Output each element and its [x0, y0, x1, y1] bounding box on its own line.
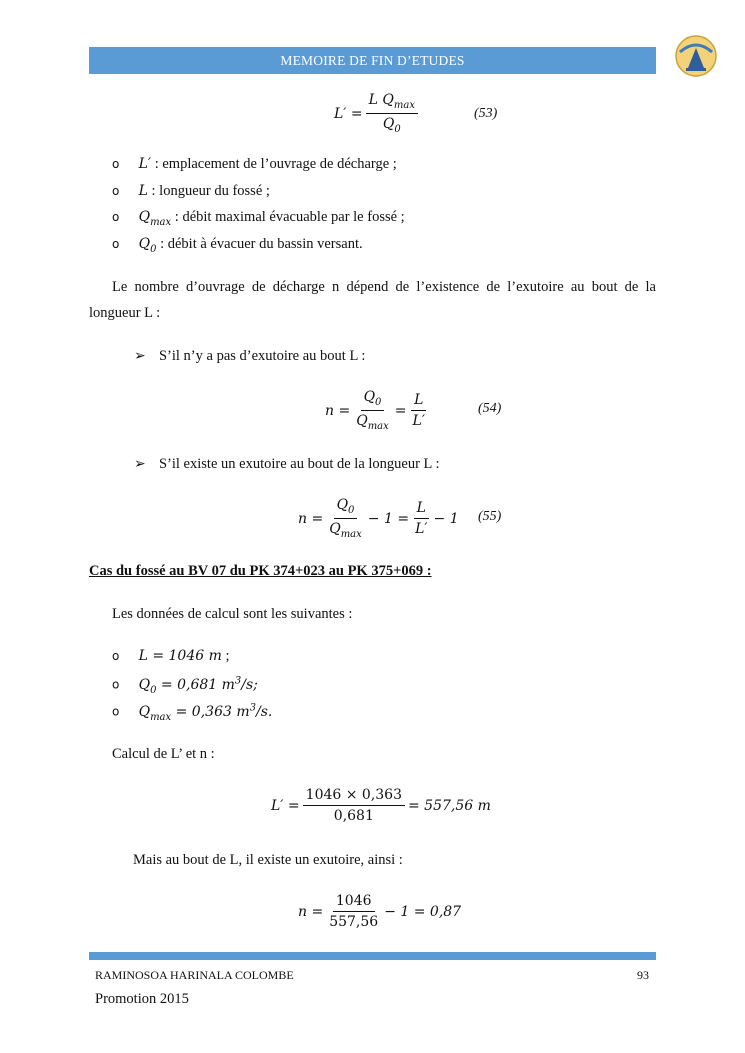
definition-symbol: Q	[138, 236, 151, 252]
equation-53	[334, 92, 421, 136]
data-item-end: ;	[221, 648, 230, 664]
calc-L-num: 1046 × 0,363	[303, 787, 405, 806]
case-text: S’il n’y a pas d’exutoire au bout L :	[158, 348, 366, 364]
calc-L-fraction	[303, 787, 405, 824]
eq53-num: L Q	[368, 92, 394, 108]
equation-55: n = $\frac{Q_0}{Q_{max}}$ − 1 = $\frac{L}{L'}$ − 1	[298, 497, 459, 541]
circle-bullet-icon: o	[112, 157, 120, 171]
definition-symbol: Q	[138, 209, 151, 225]
circle-bullet-icon: o	[112, 184, 120, 198]
definition-text: : longueur du fossé ;	[147, 183, 270, 199]
page-header	[89, 47, 656, 74]
page-number: 93	[637, 968, 649, 982]
data-item-sup: 3	[234, 675, 242, 686]
circle-bullet-icon: o	[112, 237, 120, 251]
calc-n-den: 557,56	[329, 914, 379, 931]
circle-bullet-icon: o	[112, 677, 120, 692]
calc-n-fraction	[326, 893, 381, 930]
data-item-end: .	[267, 703, 273, 720]
footer-author: RAMINOSOA HARINALA COLOMBE	[95, 968, 294, 982]
paragraph-line: longueur L :	[89, 305, 161, 321]
data-item-end: ;	[253, 676, 258, 693]
definition-item	[112, 183, 270, 200]
eq53-den-sub: 0	[394, 124, 401, 136]
eq53-num-sub: max	[393, 99, 415, 111]
circle-bullet-icon: o	[112, 210, 120, 224]
definition-subscript: max	[150, 216, 172, 228]
data-item-value: = 0,681 m	[156, 676, 235, 693]
equation-53-number: (53)	[474, 106, 498, 121]
equation-55-number: (55)	[478, 509, 502, 524]
case-text: S’il existe un exutoire au bout de la longueur L :	[158, 456, 440, 472]
calc-L-lhs: L′ =	[271, 797, 300, 814]
definition-item	[112, 209, 405, 229]
definition-symbol: L′	[138, 156, 152, 172]
calc-n-rhs: − 1 = 0,87	[384, 903, 462, 920]
definition-item	[112, 236, 363, 256]
data-item-expr: Q	[138, 676, 151, 693]
footer-rule	[89, 952, 656, 960]
data-item-value: = 0,363 m	[171, 703, 250, 720]
data-item	[112, 648, 230, 665]
data-item-expr: L = 1046 m	[138, 648, 222, 664]
case-item	[134, 348, 365, 365]
calc-L-rhs: = 557,56 m	[408, 797, 491, 814]
header-title: MEMOIRE DE FIN D’ETUDES	[280, 52, 465, 68]
eq53-den: Q	[382, 116, 395, 133]
calc-L-equation	[271, 787, 491, 824]
calc-n-num: 1046	[333, 893, 375, 912]
case-item	[134, 456, 440, 473]
data-intro: Les données de calcul sont les suivantes :	[112, 606, 353, 622]
data-item-expr: Q	[138, 703, 151, 720]
calc-intro: Calcul de L’ et n :	[112, 746, 215, 762]
definition-subscript: 0	[150, 243, 157, 255]
data-item-sup: 3	[249, 702, 256, 713]
definition-item	[112, 156, 397, 173]
definition-symbol: L	[138, 183, 148, 199]
data-item-unit: /s	[255, 703, 268, 720]
school-logo	[674, 34, 718, 78]
arrow-bullet-icon: ➢	[134, 456, 146, 472]
data-item-sub: 0	[150, 684, 157, 696]
calc-L-den: 0,681	[333, 808, 374, 825]
data-item	[112, 675, 258, 696]
paragraph-line: Le nombre d’ouvrage de décharge n dépend de l’existence de l’exutoire au bout de la	[112, 279, 656, 295]
circle-bullet-icon: o	[112, 704, 120, 719]
circle-bullet-icon: o	[112, 649, 120, 663]
data-item-unit: /s	[241, 676, 254, 693]
definition-text: : emplacement de l’ouvrage de décharge ;	[151, 156, 397, 172]
arrow-bullet-icon: ➢	[134, 348, 146, 364]
section-title: Cas du fossé au BV 07 du PK 374+023 au PK 375+069 :	[89, 563, 432, 579]
calc-n-equation	[298, 893, 461, 930]
calc-n-lhs: n =	[298, 903, 324, 920]
equation-54: n = $\frac{Q_0}{Q_{max}}$ = $\frac{L}{L'}$	[325, 389, 425, 433]
definition-text: : débit maximal évacuable par le fossé ;	[171, 209, 405, 225]
definition-text: : débit à évacuer du bassin versant.	[156, 236, 363, 252]
eq53-fraction	[366, 92, 418, 136]
data-item-sub: max	[150, 711, 172, 723]
data-item	[112, 702, 272, 723]
exutoire-text: Mais au bout de L, il existe un exutoire, ainsi :	[133, 852, 403, 868]
equation-54-number: (54)	[478, 401, 502, 416]
footer-promotion: Promotion 2015	[95, 991, 189, 1007]
eq53-lhs: L′ =	[334, 105, 363, 122]
